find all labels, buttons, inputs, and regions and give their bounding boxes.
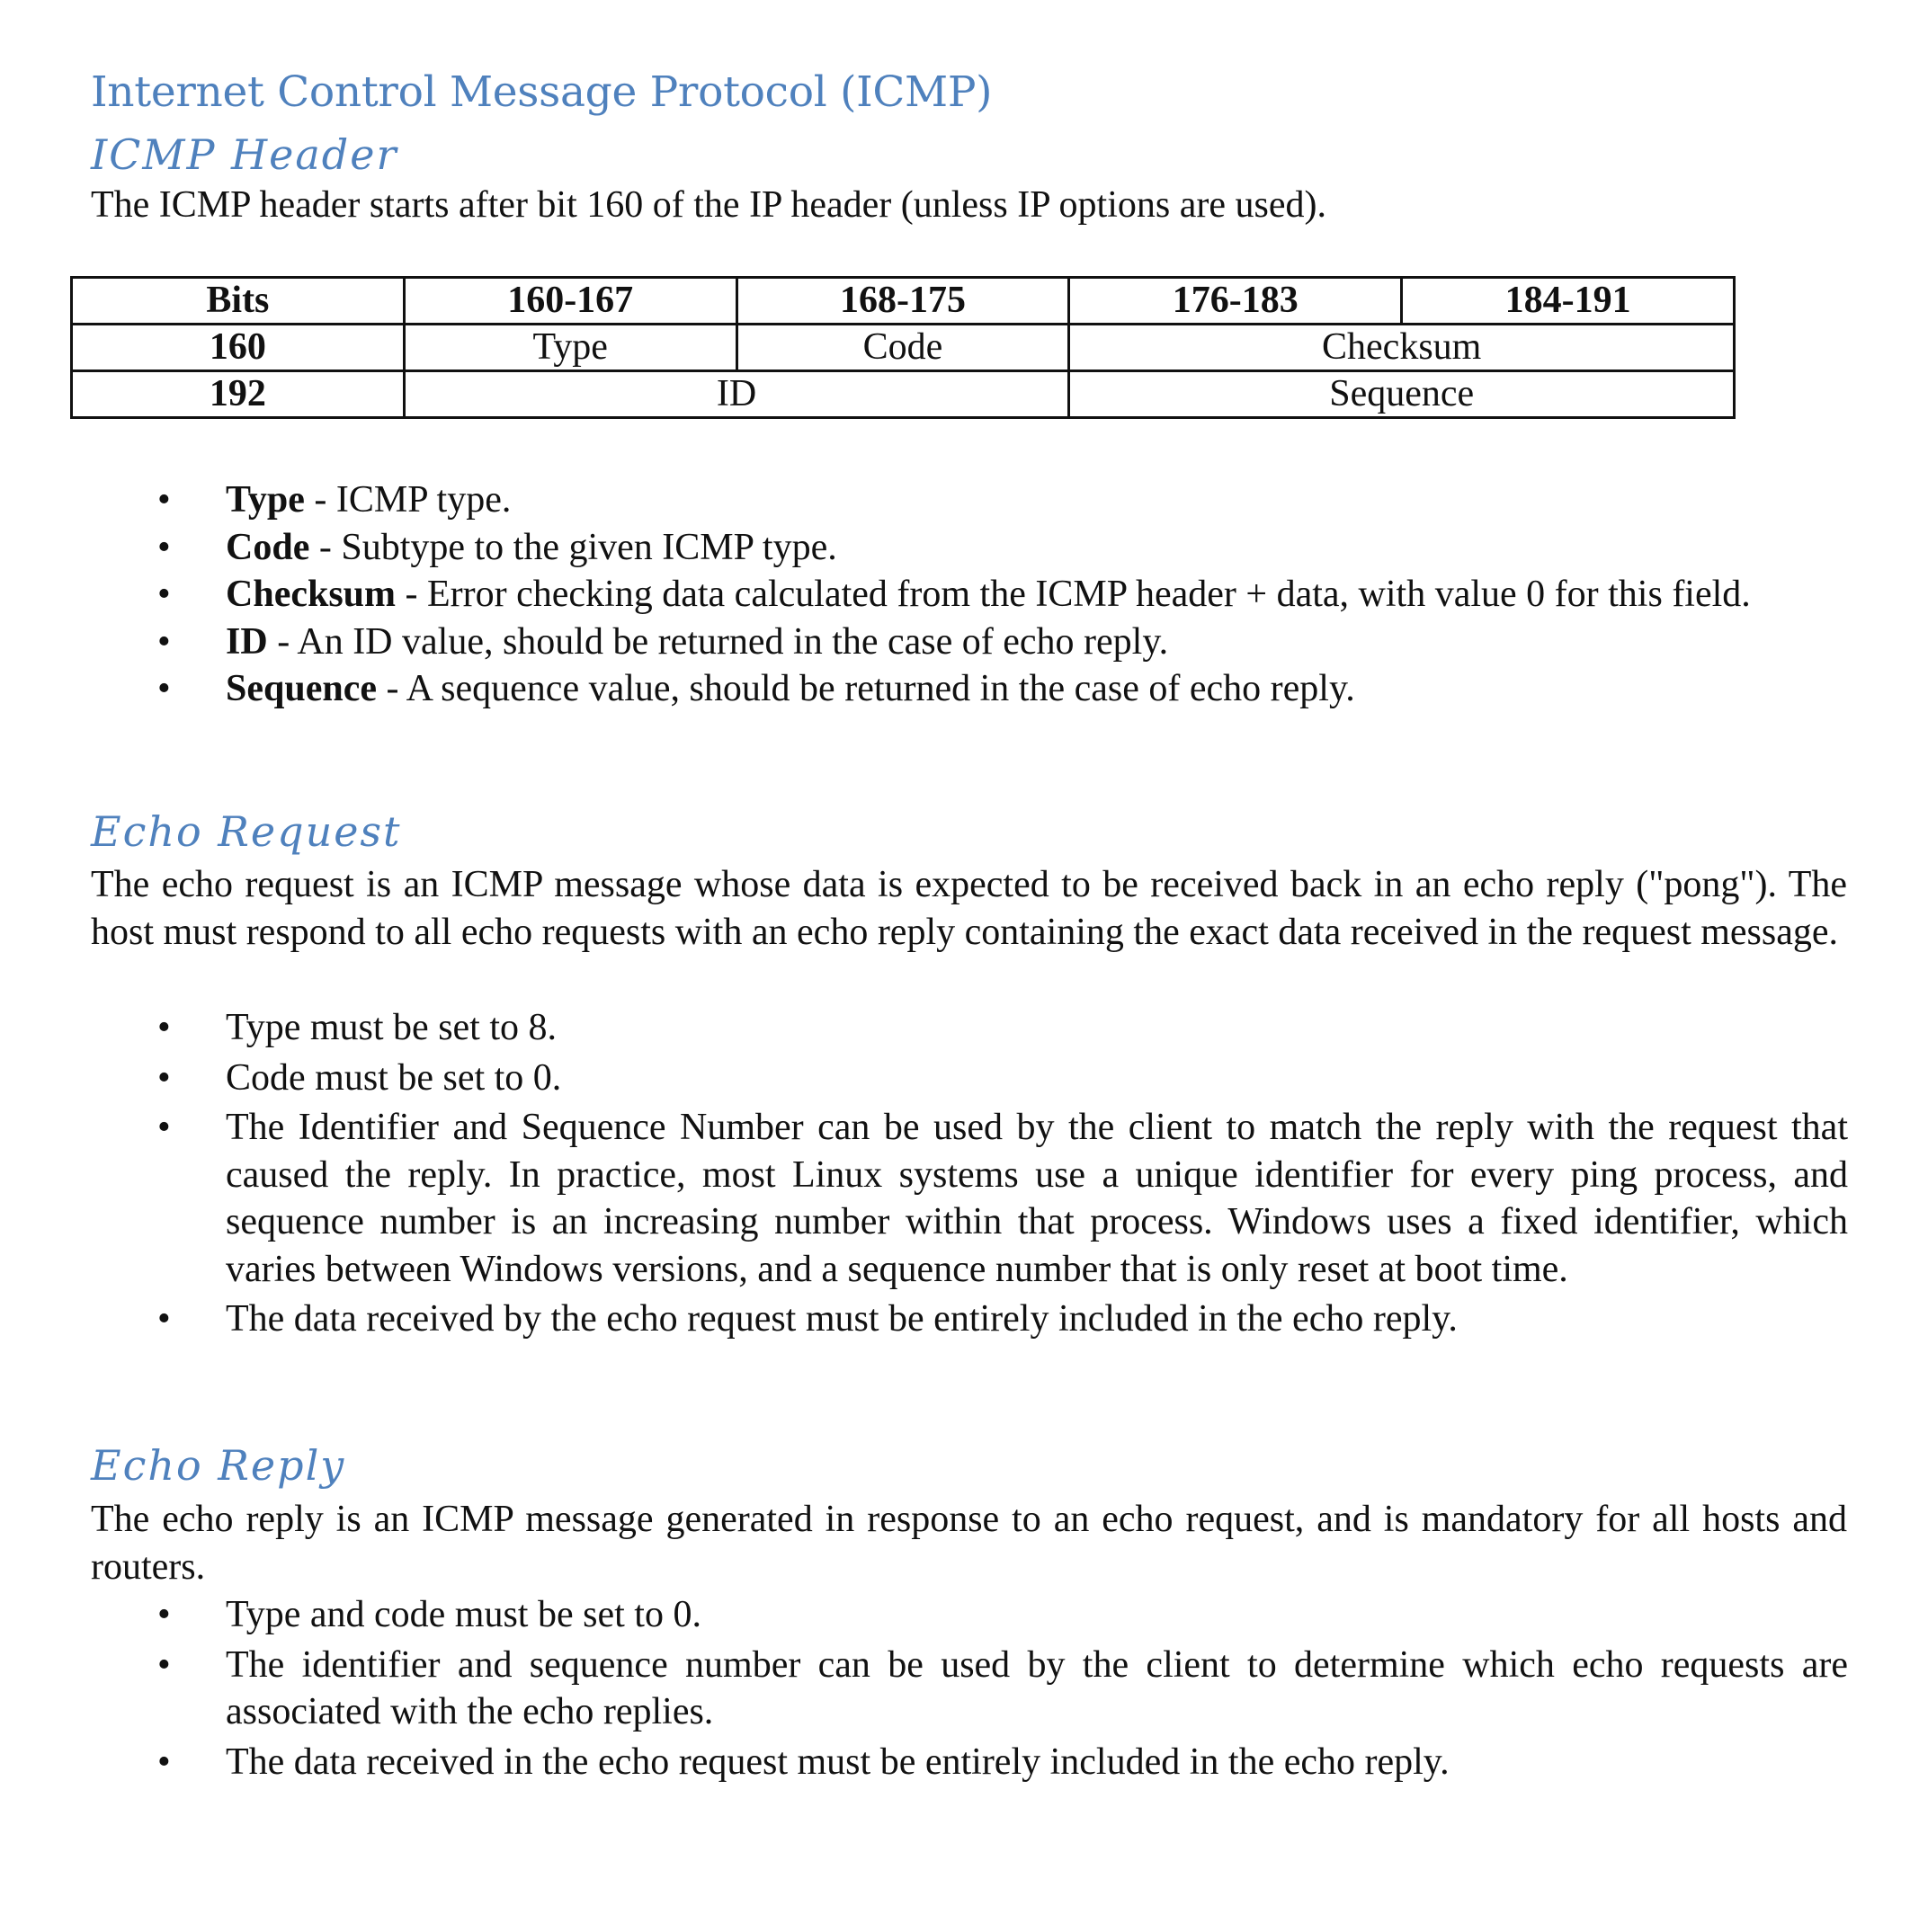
field-term: ID: [226, 620, 268, 663]
table-cell: 168-175: [736, 278, 1069, 325]
bullet-icon: •: [157, 1298, 171, 1340]
list-item: [0, 1055, 1848, 1102]
list-item: [0, 524, 1848, 572]
list-item: [0, 1104, 1848, 1293]
field-term: Sequence: [226, 668, 377, 709]
list-item-text: Type must be set to 8.: [226, 1007, 558, 1048]
list-item-text: The data received by the echo request must be entirely included in the echo reply.: [226, 1298, 1458, 1340]
echo-reply-intro: The echo reply is an ICMP message generated in response to an echo request, and is mandatory for all hosts and routers.: [91, 1499, 1847, 1588]
table-cell: 160-167: [404, 278, 736, 325]
field-desc: - Subtype to the given ICMP type.: [309, 526, 837, 568]
bullet-icon: •: [157, 668, 171, 709]
list-item: [0, 1642, 1848, 1736]
table-header-row: [72, 278, 1735, 325]
field-list: [0, 476, 1910, 713]
heading-echo-request: Echo Request: [91, 807, 402, 856]
field-desc: - An ID value, should be returned in the case of echo reply.: [267, 620, 1169, 663]
list-item-text: Code must be set to 0.: [226, 1056, 562, 1099]
list-item: [0, 1295, 1848, 1343]
table-cell: Code: [736, 325, 1069, 371]
table-cell: ID: [404, 371, 1069, 418]
field-desc: - ICMP type.: [304, 479, 512, 521]
field-desc: - A sequence value, should be returned in the case of echo reply.: [377, 668, 1355, 709]
field-term: Code: [226, 526, 310, 568]
heading-echo-reply: Echo Reply: [91, 1441, 346, 1490]
bullet-icon: •: [157, 1741, 171, 1783]
bullet-icon: •: [157, 526, 171, 568]
table-cell: Checksum: [1069, 325, 1735, 371]
list-item: [0, 1739, 1848, 1786]
bullet-icon: •: [157, 1107, 171, 1148]
list-item: [0, 571, 1848, 619]
heading-icmp-header: ICMP Header: [91, 130, 398, 179]
table-cell: 160: [72, 325, 405, 371]
list-item: [0, 476, 1848, 524]
bullet-icon: •: [157, 1594, 171, 1635]
bullet-icon: •: [157, 1643, 171, 1686]
bullet-icon: •: [157, 620, 171, 663]
bullet-icon: •: [157, 1007, 171, 1048]
bullet-icon: •: [157, 1056, 171, 1099]
list-item-text: Type and code must be set to 0.: [226, 1594, 701, 1635]
page-title: Internet Control Message Protocol (ICMP): [91, 67, 993, 117]
icmp-header-intro: The ICMP header starts after bit 160 of the IP header (unless IP options are used).: [91, 184, 1326, 226]
echo-reply-list: [0, 1591, 1910, 1788]
list-item-text: The identifier and sequence number can be used by the client to determine which echo requests are associated with the echo replies.: [226, 1643, 1848, 1732]
table-cell: 192: [72, 371, 405, 418]
field-term: Checksum: [226, 574, 397, 615]
field-desc: - Error checking data calculated from the ICMP header + data, with value 0 for this field.: [396, 574, 1751, 615]
list-item: [0, 1591, 1848, 1639]
bullet-icon: •: [157, 574, 171, 615]
table-cell: 184-191: [1402, 278, 1735, 325]
table-row: [72, 371, 1735, 418]
table-cell: Type: [404, 325, 736, 371]
list-item: [0, 619, 1848, 666]
list-item-text: The Identifier and Sequence Number can be used by the client to match the reply with the request that caused the reply. In practice, most Linux systems use a unique identifier for every ping process, and sequence number is an increasing number within that process. Windows uses a fixed identifier, which varies between Windows versions, and a sequence number that is only reset at boot time.: [226, 1107, 1848, 1290]
bullet-icon: •: [157, 479, 171, 521]
list-item-text: The data received in the echo request must be entirely included in the echo reply.: [226, 1741, 1450, 1783]
table-row: [72, 325, 1735, 371]
field-term: Type: [226, 479, 305, 521]
echo-request-intro: The echo request is an ICMP message whose data is expected to be received back in an echo reply ("pong"). The host must respond to all echo requests with an echo reply containing the exact data received in the request message.: [91, 864, 1847, 953]
table-cell: Bits: [72, 278, 405, 325]
table-cell: Sequence: [1069, 371, 1735, 418]
table-cell: 176-183: [1069, 278, 1402, 325]
icmp-header-table: [70, 276, 1736, 419]
list-item: [0, 665, 1848, 713]
list-item: [0, 1004, 1848, 1052]
echo-request-list: [0, 1004, 1910, 1346]
